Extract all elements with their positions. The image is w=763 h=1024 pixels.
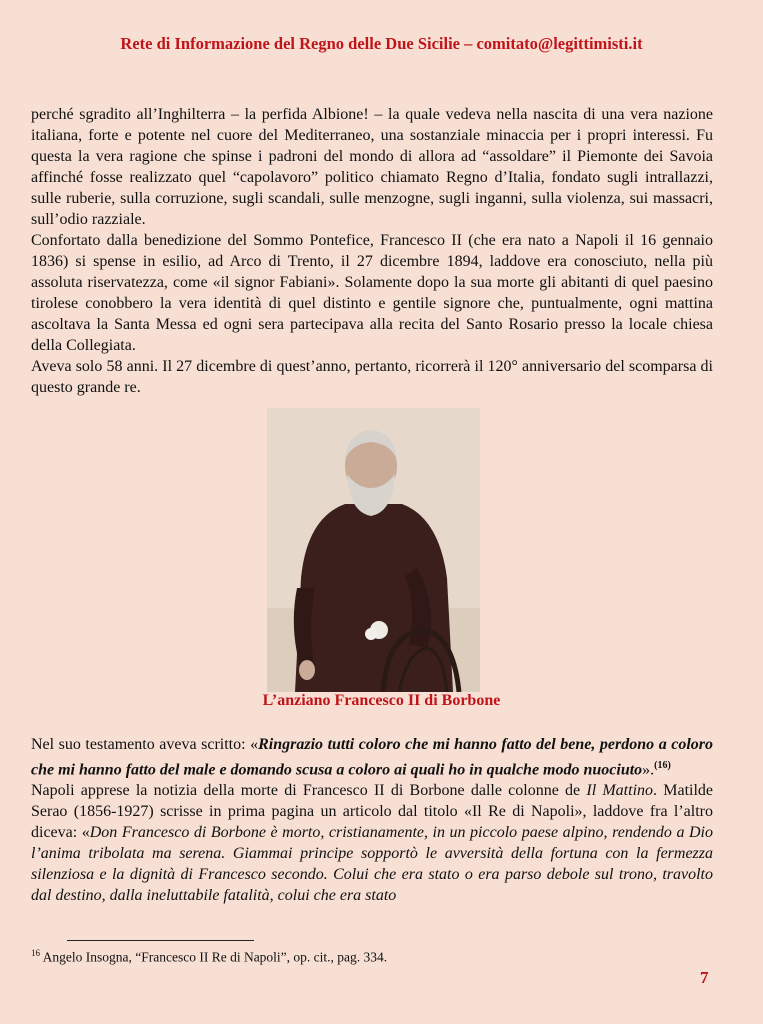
newspaper-title: Il Mattino [586,782,654,800]
text-run: ». [642,761,655,779]
footnote-divider [67,940,254,941]
body-text-bottom [31,734,713,906]
body-text-top [31,104,713,398]
paragraph: Confortato dalla benedizione del Sommo Pontefice, Francesco II (che era nato a Napoli il 16 gennaio 1836) si spense in esilio, ad Arco di Trento, il 27 dicembre 1894, laddove era conosciuto, nella più assoluta riservatezza, come «il signor Fabiani». Solamente dopo la sua morte gli abitanti di quel paesino tirolese conobbero la vera identità di quel distinto e gentile signore che, puntualmente, ogni mattina ascoltava la Santa Messa ed ogni sera partecipava alla recita del Santo Rosario presso la locale chiesa della Collegiata. [31,232,713,354]
footnote [31,948,387,966]
text-run: Nel suo testamento aveva scritto: « [31,736,259,753]
paragraph: perché sgradito all’Inghilterra – la perfida Albione! – la quale vedeva nella nascita di una vera nazione italiana, forte e potente nel cuore del Mediterraneo, una sostanziale minaccia per i propri interessi. Fu questa la vera ragione che spinse i padroni del mondo di allora ad “assoldare” il Piemonte dei Savoia affinché fosse realizzato quel “capolavoro” politico chiamato Regno d’Italia, fondato sugli intrallazzi, sulle ruberie, sulla corruzione, sugli scandali, sulle menzogne, sugli inganni, sulla violenza, sui massacri, sull’odio razziale. [31,106,713,228]
footnote-text: Angelo Insogna, “Francesco II Re di Napoli”, op. cit., pag. 334. [40,949,388,965]
text-run: Napoli apprese la notizia della morte di Francesco II di Borbone dalle colonne de [31,782,587,800]
figure-caption: L’anziano Francesco II di Borbone [262,692,501,709]
paragraph: Aveva solo 58 anni. Il 27 dicembre di quest’anno, pertanto, ricorrerà il 120° anniversario del scomparsa di questo grande re. [31,358,713,396]
portrait-photo [267,408,480,692]
page-number: 7 [700,968,709,987]
serao-quote: Don Francesco di Borbone è morto, cristianamente, in un piccolo paese alpino, rendendo a Dio l’anima tribolata ma serena. Giammai principe sopportò le avversità della fortuna con la fermezza silenziosa e la dignità di Francesco secondo. Colui che era stato o era parso debole sul trono, travolto dal destino, dalla ineluttabile fatalità, colui che era stato [31,824,713,905]
paragraph [31,780,713,906]
paragraph [31,734,713,780]
text-run: . Matilde Serao (1856-1927) scrisse in prima pagina un articolo dal titolo «Il Re di Napoli», laddove fra l’altro diceva: « [31,782,714,842]
portrait-photo-illustration [267,408,480,692]
page-header: Rete di Informazione del Regno delle Due Sicilie – comitato@legittimisti.it [120,34,643,53]
testament-quote: Ringrazio tutti coloro che mi hanno fatto del bene, perdono a coloro che mi hanno fatto del male e domando scusa a coloro ai quali ho in qualche modo nuociuto [31,736,714,779]
footnote-reference[interactable]: (16) [654,760,671,771]
footnote-number: 16 [31,948,40,958]
